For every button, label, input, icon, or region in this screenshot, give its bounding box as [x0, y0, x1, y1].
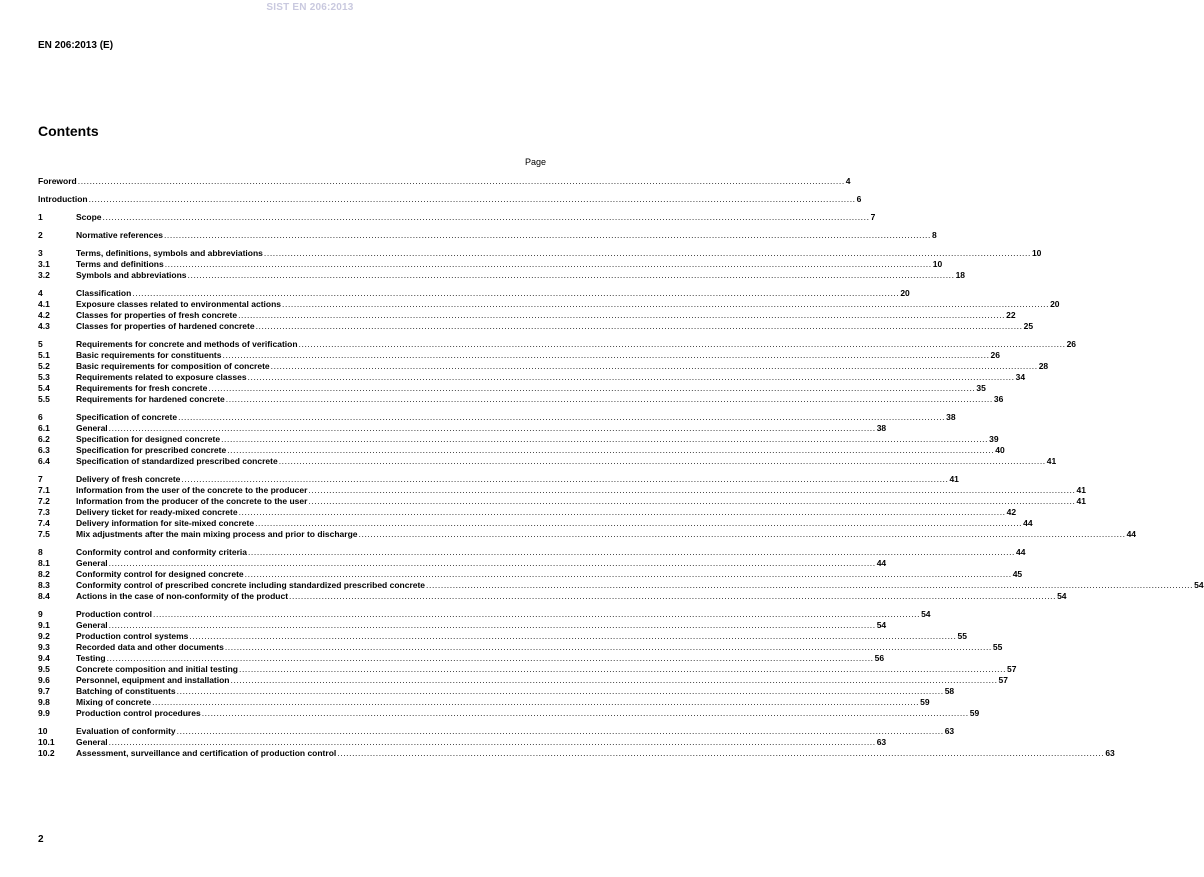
toc-gap	[38, 332, 546, 339]
toc-entry-number: 7.3	[38, 507, 50, 517]
toc-gap	[38, 540, 546, 547]
page-title: Contents	[38, 123, 99, 139]
toc-entry[interactable]	[38, 270, 966, 281]
toc-entry-title: Requirements for hardened concrete	[76, 394, 225, 404]
toc-gap	[38, 405, 546, 412]
toc-entry-page: 44	[1126, 529, 1137, 539]
toc-entry-page: 20	[1050, 299, 1060, 309]
document-id: EN 206:2013 (E)	[38, 40, 114, 51]
toc-entry-title: Conformity control of prescribed concrete including standardized prescribed concrete	[76, 580, 426, 590]
toc-dot-leader	[308, 485, 1075, 496]
toc-entry-page: 6	[856, 194, 862, 204]
toc-entry[interactable]	[38, 708, 980, 719]
toc-dot-leader	[248, 372, 1015, 383]
toc-entry-title: General	[76, 423, 108, 433]
toc-entry-number: 4.2	[38, 310, 50, 320]
toc-entry-page: 54	[876, 620, 887, 630]
toc-entry-page: 54	[1194, 580, 1204, 590]
toc-entry-title: Specification of standardized prescribed concrete	[76, 456, 278, 466]
toc-entry-title: Requirements for concrete and methods of verification	[76, 339, 298, 349]
toc-entry-page: 54	[1057, 591, 1067, 601]
toc-entry-title: Basic requirements for composition of concrete	[76, 361, 270, 371]
table-of-contents	[38, 176, 1204, 759]
toc-entry-number: 3.1	[38, 259, 50, 269]
toc-entry-title: Production control systems	[76, 631, 189, 641]
toc-entry-title: Delivery of fresh concrete	[76, 474, 181, 484]
toc-dot-leader	[189, 631, 956, 642]
toc-entry-page: 42	[1006, 507, 1017, 517]
toc-entry-number: 7.1	[38, 485, 50, 495]
toc-entry-page: 18	[955, 270, 966, 280]
toc-entry[interactable]	[38, 580, 1204, 591]
toc-entry-number: 3	[38, 248, 43, 258]
toc-dot-leader	[239, 507, 1006, 518]
toc-dot-leader	[107, 653, 874, 664]
toc-entry[interactable]	[38, 299, 1060, 310]
toc-entry-title: Mix adjustments after the main mixing process and prior to discharge	[76, 529, 358, 539]
toc-entry[interactable]	[38, 620, 887, 631]
toc-entry-page: 7	[870, 212, 876, 222]
toc-entry-title: Exposure classes related to environmental actions	[76, 299, 282, 309]
toc-entry[interactable]	[38, 361, 1049, 372]
toc-entry[interactable]	[38, 726, 955, 737]
toc-entry[interactable]	[38, 339, 1077, 350]
toc-entry[interactable]	[38, 248, 1042, 259]
toc-entry-title: Information from the producer of the concrete to the user	[76, 496, 308, 506]
toc-entry-number: 6.4	[38, 456, 50, 466]
toc-dot-leader	[255, 518, 1022, 529]
toc-dot-leader	[181, 474, 948, 485]
toc-dot-leader	[299, 339, 1066, 350]
toc-entry-number: 8.4	[38, 591, 50, 601]
toc-entry[interactable]	[38, 518, 1033, 529]
toc-entry-page: 41	[949, 474, 959, 484]
toc-entry-title: Testing	[76, 653, 106, 663]
toc-dot-leader	[178, 412, 945, 423]
toc-entry-page: 57	[1007, 664, 1017, 674]
toc-entry-number: 9.4	[38, 653, 50, 663]
toc-entry-page: 4	[845, 176, 851, 186]
toc-dot-leader	[78, 176, 845, 187]
toc-dot-leader	[165, 259, 932, 270]
toc-entry[interactable]	[38, 259, 943, 270]
watermark: SIST EN 206:2013	[266, 2, 354, 13]
toc-entry-number: 2	[38, 230, 43, 240]
toc-entry[interactable]	[38, 230, 937, 241]
toc-entry[interactable]	[38, 383, 986, 394]
toc-entry[interactable]	[38, 653, 885, 664]
toc-entry-title: General	[76, 620, 108, 630]
toc-gap	[38, 602, 546, 609]
toc-entry-page: 41	[1046, 456, 1057, 466]
toc-dot-leader	[202, 708, 969, 719]
toc-entry-title: Classification	[76, 288, 132, 298]
toc-entry[interactable]	[38, 372, 1026, 383]
toc-entry[interactable]	[38, 748, 1115, 759]
toc-entry-number: 5.3	[38, 372, 50, 382]
toc-dot-leader	[109, 737, 876, 748]
toc-entry-number: 7.5	[38, 529, 50, 539]
toc-entry-number: 8.2	[38, 569, 50, 579]
toc-entry-page: 63	[944, 726, 955, 736]
toc-dot-leader	[152, 697, 919, 708]
toc-entry[interactable]	[38, 529, 1137, 540]
toc-dot-leader	[238, 310, 1005, 321]
toc-entry-number: 9.5	[38, 664, 50, 674]
toc-entry-page: 55	[957, 631, 967, 641]
toc-entry-title: Assessment, surveillance and certification of production control	[76, 748, 337, 758]
toc-entry[interactable]	[38, 496, 1086, 507]
toc-entry[interactable]	[38, 609, 931, 620]
toc-entry[interactable]	[38, 485, 1086, 496]
toc-entry-number: 5.4	[38, 383, 50, 393]
toc-dot-leader	[164, 230, 931, 241]
toc-entry-page: 26	[990, 350, 1000, 360]
toc-entry-page: 63	[1105, 748, 1115, 758]
toc-dot-leader	[239, 664, 1006, 675]
toc-entry-number: 5.5	[38, 394, 50, 404]
toc-entry-number: 8.3	[38, 580, 50, 590]
toc-entry-page: 38	[946, 412, 956, 422]
toc-entry-number: 5.1	[38, 350, 50, 360]
toc-entry[interactable]	[38, 321, 1034, 332]
toc-entry-page: 59	[920, 697, 930, 707]
toc-entry[interactable]	[38, 194, 862, 205]
toc-entry[interactable]	[38, 507, 1017, 518]
toc-entry[interactable]	[38, 212, 876, 223]
toc-entry-page: 22	[1006, 310, 1016, 320]
toc-entry[interactable]	[38, 445, 1005, 456]
toc-entry-title: Actions in the case of non-conformity of the product	[76, 591, 289, 601]
toc-entry-title: Foreword	[38, 176, 77, 186]
toc-entry-title: Conformity control for designed concrete	[76, 569, 244, 579]
toc-dot-leader	[289, 591, 1056, 602]
toc-entry-title: Requirements for fresh concrete	[76, 383, 208, 393]
toc-dot-leader	[245, 569, 1012, 580]
toc-dot-leader	[359, 529, 1126, 540]
toc-entry[interactable]	[38, 642, 1003, 653]
toc-entry-page: 59	[969, 708, 980, 718]
toc-gap	[38, 223, 546, 230]
toc-entry-title: Mixing of concrete	[76, 697, 152, 707]
toc-entry[interactable]	[38, 675, 1009, 686]
toc-entry-number: 9.7	[38, 686, 50, 696]
toc-entry-page: 54	[921, 609, 931, 619]
toc-entry-page: 44	[876, 558, 887, 568]
toc-entry-number: 7.2	[38, 496, 50, 506]
toc-entry-title: Specification for designed concrete	[76, 434, 221, 444]
toc-gap	[38, 467, 546, 474]
toc-entry[interactable]	[38, 686, 955, 697]
toc-dot-leader	[89, 194, 856, 205]
toc-dot-leader	[227, 445, 994, 456]
toc-entry[interactable]	[38, 434, 999, 445]
toc-entry[interactable]	[38, 558, 887, 569]
toc-entry-number: 9.9	[38, 708, 50, 718]
toc-entry-title: Terms, definitions, symbols and abbreviations	[76, 248, 263, 258]
toc-entry-number: 9.2	[38, 631, 50, 641]
toc-entry-title: Information from the user of the concrete to the producer	[76, 485, 308, 495]
toc-dot-leader	[248, 547, 1015, 558]
toc-dot-leader	[188, 270, 955, 281]
toc-entry-page: 57	[998, 675, 1009, 685]
toc-entry-page: 45	[1012, 569, 1023, 579]
toc-entry[interactable]	[38, 456, 1057, 467]
toc-dot-leader	[221, 434, 988, 445]
toc-entry-page: 35	[976, 383, 986, 393]
toc-entry-number: 7.4	[38, 518, 50, 528]
toc-entry-page: 56	[874, 653, 885, 663]
toc-entry-number: 5.2	[38, 361, 50, 371]
toc-entry-title: Specification of concrete	[76, 412, 178, 422]
toc-entry-number: 6.2	[38, 434, 50, 444]
toc-entry-page: 55	[992, 642, 1003, 652]
toc-entry-number: 8.1	[38, 558, 50, 568]
toc-dot-leader	[279, 456, 1046, 467]
toc-entry[interactable]	[38, 394, 1004, 405]
toc-entry-title: Terms and definitions	[76, 259, 164, 269]
toc-entry-title: Requirements related to exposure classes	[76, 372, 247, 382]
toc-dot-leader	[271, 361, 1038, 372]
toc-entry-title: Specification for prescribed concrete	[76, 445, 227, 455]
toc-gap	[38, 719, 546, 726]
toc-entry-page: 63	[876, 737, 887, 747]
toc-entry-page: 20	[900, 288, 910, 298]
toc-dot-leader	[264, 248, 1031, 259]
toc-entry-number: 4	[38, 288, 43, 298]
toc-entry-number: 7	[38, 474, 43, 484]
toc-gap	[38, 281, 546, 288]
toc-entry-number: 9	[38, 609, 43, 619]
toc-gap	[38, 187, 546, 194]
toc-dot-leader	[222, 350, 989, 361]
toc-entry-number: 10	[38, 726, 48, 736]
toc-entry-number: 4.1	[38, 299, 50, 309]
toc-entry-page: 38	[876, 423, 887, 433]
toc-entry-number: 6.3	[38, 445, 50, 455]
toc-entry-title: Batching of constituents	[76, 686, 176, 696]
toc-entry-number: 3.2	[38, 270, 50, 280]
toc-entry-number: 6.1	[38, 423, 50, 433]
toc-entry-title: Delivery ticket for ready-mixed concrete	[76, 507, 238, 517]
toc-entry-number: 1	[38, 212, 43, 222]
toc-entry-number: 4.3	[38, 321, 50, 331]
toc-entry[interactable]	[38, 474, 959, 485]
toc-dot-leader	[308, 496, 1075, 507]
toc-entry-number: 10.1	[38, 737, 55, 747]
toc-entry-page: 8	[931, 230, 937, 240]
toc-entry-title: Production control	[76, 609, 153, 619]
toc-gap	[38, 205, 546, 212]
page-number: 2	[38, 834, 44, 845]
toc-entry-page: 39	[989, 434, 999, 444]
toc-entry-title: General	[76, 737, 108, 747]
toc-entry-number: 9.6	[38, 675, 50, 685]
toc-entry-title: Production control procedures	[76, 708, 201, 718]
toc-entry-page: 25	[1023, 321, 1034, 331]
toc-entry-title: Introduction	[38, 194, 88, 204]
toc-dot-leader	[132, 288, 899, 299]
toc-entry-title: Scope	[76, 212, 102, 222]
toc-entry-page: 34	[1015, 372, 1026, 382]
toc-dot-leader	[282, 299, 1049, 310]
toc-gap	[38, 241, 546, 248]
toc-entry[interactable]	[38, 412, 956, 423]
toc-entry-page: 10	[1031, 248, 1042, 258]
toc-entry[interactable]	[38, 664, 1017, 675]
toc-entry-number: 9.1	[38, 620, 50, 630]
toc-entry-title: Basic requirements for constituents	[76, 350, 222, 360]
toc-entry-page: 44	[1023, 518, 1033, 528]
toc-entry-title: Classes for properties of fresh concrete	[76, 310, 238, 320]
toc-entry-title: Delivery information for site-mixed concrete	[76, 518, 255, 528]
toc-entry-number: 10.2	[38, 748, 55, 758]
toc-entry-number: 6	[38, 412, 43, 422]
page-column-label: Page	[524, 157, 546, 167]
toc-entry[interactable]	[38, 176, 851, 187]
toc-entry[interactable]	[38, 591, 1067, 602]
toc-entry[interactable]	[38, 350, 1000, 361]
toc-entry-page: 40	[995, 445, 1005, 455]
toc-dot-leader	[109, 423, 876, 434]
toc-entry-title: Normative references	[76, 230, 163, 240]
toc-entry-number: 8	[38, 547, 43, 557]
toc-dot-leader	[231, 675, 998, 686]
toc-dot-leader	[177, 726, 944, 737]
toc-entry-number: 9.3	[38, 642, 50, 652]
toc-dot-leader	[426, 580, 1193, 591]
toc-dot-leader	[208, 383, 975, 394]
toc-entry-page: 36	[993, 394, 1004, 404]
toc-entry-page: 41	[1076, 496, 1086, 506]
toc-entry-page: 28	[1038, 361, 1049, 371]
toc-entry[interactable]	[38, 547, 1026, 558]
toc-entry-page: 58	[944, 686, 955, 696]
toc-entry[interactable]	[38, 569, 1023, 580]
toc-dot-leader	[153, 609, 920, 620]
toc-dot-leader	[226, 394, 993, 405]
toc-entry-title: Symbols and abbreviations	[76, 270, 187, 280]
toc-dot-leader	[177, 686, 944, 697]
toc-entry-title: Concrete composition and initial testing	[76, 664, 238, 674]
toc-entry-page: 10	[932, 259, 943, 269]
toc-entry-title: Conformity control and conformity criteria	[76, 547, 247, 557]
toc-entry-title: Personnel, equipment and installation	[76, 675, 230, 685]
toc-entry[interactable]	[38, 288, 910, 299]
toc-dot-leader	[109, 620, 876, 631]
toc-entry-title: Evaluation of conformity	[76, 726, 176, 736]
toc-dot-leader	[225, 642, 992, 653]
toc-entry-number: 9.8	[38, 697, 50, 707]
toc-entry[interactable]	[38, 310, 1016, 321]
toc-entry-page: 44	[1016, 547, 1026, 557]
toc-entry[interactable]	[38, 631, 967, 642]
toc-entry-number: 5	[38, 339, 43, 349]
toc-entry-page: 26	[1066, 339, 1077, 349]
toc-entry[interactable]	[38, 697, 930, 708]
toc-entry[interactable]	[38, 737, 887, 748]
toc-entry-title: Classes for properties of hardened concrete	[76, 321, 255, 331]
toc-entry-title: Recorded data and other documents	[76, 642, 224, 652]
toc-dot-leader	[337, 748, 1104, 759]
toc-dot-leader	[103, 212, 870, 223]
toc-entry-title: General	[76, 558, 108, 568]
toc-entry-page: 41	[1076, 485, 1086, 495]
toc-dot-leader	[109, 558, 876, 569]
toc-entry[interactable]	[38, 423, 887, 434]
toc-dot-leader	[256, 321, 1023, 332]
